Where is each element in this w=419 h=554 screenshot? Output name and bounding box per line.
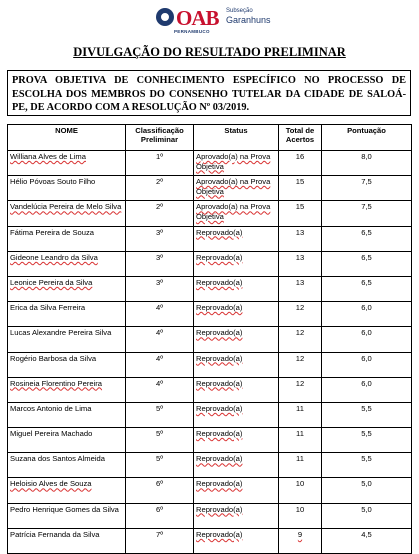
cell-nome: Gideone Leandro da Silva [8,251,126,276]
cell-classificacao: 2º [126,176,194,201]
cell-pontuacao: 6,5 [322,226,412,251]
cell-acertos: 16 [279,151,322,176]
cell-acertos: 13 [279,276,322,301]
table-row [8,352,412,377]
cell-nome: Suzana dos Santos Almeida [8,453,126,478]
cell-classificacao: 5º [126,428,194,453]
cell-acertos: 12 [279,352,322,377]
cell-pontuacao: 6,0 [322,327,412,352]
cell-pontuacao: 5,5 [322,428,412,453]
cell-acertos: 11 [279,453,322,478]
cell-status: Reprovado(a) [194,478,279,503]
cell-classificacao: 3º [126,251,194,276]
table-row [8,176,412,201]
cell-classificacao: 2º [126,201,194,226]
oab-seal-icon [156,8,174,26]
cell-classificacao: 5º [126,453,194,478]
cell-pontuacao: 4,5 [322,528,412,553]
logo-subsection-label: Subseção [226,8,253,14]
table-row [8,453,412,478]
cell-acertos: 9 [279,528,322,553]
cell-pontuacao: 6,5 [322,251,412,276]
cell-nome: Erica da Silva Ferreira [8,302,126,327]
cell-status: Reprovado(a) [194,302,279,327]
cell-acertos: 12 [279,377,322,402]
cell-pontuacao: 5,5 [322,453,412,478]
cell-nome: Fátima Pereira de Souza [8,226,126,251]
header-nome: NOME [8,125,126,151]
cell-acertos: 13 [279,251,322,276]
cell-nome: Hélio Póvoas Souto Filho [8,176,126,201]
cell-status: Aprovado(a) na Prova Objetiva [194,201,279,226]
cell-acertos: 11 [279,402,322,427]
cell-pontuacao: 7,5 [322,176,412,201]
cell-classificacao: 7º [126,528,194,553]
cell-pontuacao: 5,0 [322,503,412,528]
cell-status: Aprovado(a) na Prova Objetiva [194,151,279,176]
cell-acertos: 12 [279,327,322,352]
cell-status: Reprovado(a) [194,453,279,478]
cell-acertos: 13 [279,226,322,251]
table-row [8,151,412,176]
cell-classificacao: 4º [126,352,194,377]
cell-classificacao: 1º [126,151,194,176]
cell-classificacao: 6º [126,503,194,528]
table-row [8,402,412,427]
cell-status: Aprovado(a) na Prova Objetiva [194,176,279,201]
table-row [8,302,412,327]
cell-nome: Leonice Pereira da Silva [8,276,126,301]
cell-pontuacao: 7,5 [322,201,412,226]
cell-nome: Rogério Barbosa da Silva [8,352,126,377]
results-table [7,124,412,554]
table-row [8,276,412,301]
table-row [8,377,412,402]
cell-nome: Miguel Pereira Machado [8,428,126,453]
cell-classificacao: 4º [126,302,194,327]
cell-status: Reprovado(a) [194,377,279,402]
logo-subsection-city: Garanhuns [226,15,271,25]
cell-pontuacao: 5,0 [322,478,412,503]
table-row [8,528,412,553]
cell-pontuacao: 6,0 [322,352,412,377]
cell-classificacao: 4º [126,327,194,352]
cell-pontuacao: 8,0 [322,151,412,176]
cell-status: Reprovado(a) [194,276,279,301]
cell-nome: Marcos Antonio de Lima [8,402,126,427]
table-header-row [8,125,412,151]
header-acertos: Total de Acertos [279,125,322,151]
cell-acertos: 10 [279,503,322,528]
cell-status: Reprovado(a) [194,528,279,553]
cell-classificacao: 4º [126,377,194,402]
page-title: DIVULGAÇÃO DO RESULTADO PRELIMINAR [73,45,346,59]
cell-acertos: 11 [279,428,322,453]
cell-nome: Williana Alves de Lima [8,151,126,176]
table-row [8,251,412,276]
cell-pontuacao: 6,5 [322,276,412,301]
cell-status: Reprovado(a) [194,226,279,251]
cell-acertos: 10 [279,478,322,503]
cell-classificacao: 3º [126,226,194,251]
cell-classificacao: 5º [126,402,194,427]
cell-status: Reprovado(a) [194,402,279,427]
cell-classificacao: 6º [126,478,194,503]
cell-pontuacao: 6,0 [322,302,412,327]
cell-pontuacao: 5,5 [322,402,412,427]
cell-acertos: 15 [279,176,322,201]
cell-nome: Heloisio Alves de Souza [8,478,126,503]
table-row [8,201,412,226]
cell-status: Reprovado(a) [194,352,279,377]
cell-acertos: 12 [279,302,322,327]
cell-nome: Patrícia Fernanda da Silva [8,528,126,553]
table-row [8,478,412,503]
cell-status: Reprovado(a) [194,251,279,276]
cell-status: Reprovado(a) [194,428,279,453]
cell-nome: Rosineia Florentino Pereira [8,377,126,402]
cell-nome: Lucas Alexandre Pereira Silva [8,327,126,352]
table-row [8,327,412,352]
header-status: Status [194,125,279,151]
exam-description: PROVA OBJETIVA DE CONHECIMENTO ESPECÍFICO NO PROCESSO DE ESCOLHA DOS MEMBROS DO CONSENHO TUTELAR DA CIDADE DE SALOÁ-PE, DE ACORDO COM A RESOLUÇÃO Nº 03/2019. [7,70,411,116]
table-row [8,428,412,453]
cell-acertos: 15 [279,201,322,226]
table-row [8,226,412,251]
cell-status: Reprovado(a) [194,503,279,528]
cell-nome: Pedro Henrique Gomes da Silva [8,503,126,528]
cell-status: Reprovado(a) [194,327,279,352]
logo-state: PERNAMBUCO [174,29,210,34]
logo-brand: OAB [176,6,219,30]
cell-nome: Vandelúcia Pereira de Melo Silva [8,201,126,226]
table-row [8,503,412,528]
oab-logo [156,4,271,34]
header-classificacao: Classificação Preliminar [126,125,194,151]
header-pontuacao: Pontuação [322,125,412,151]
cell-pontuacao: 6,0 [322,377,412,402]
cell-classificacao: 3º [126,276,194,301]
